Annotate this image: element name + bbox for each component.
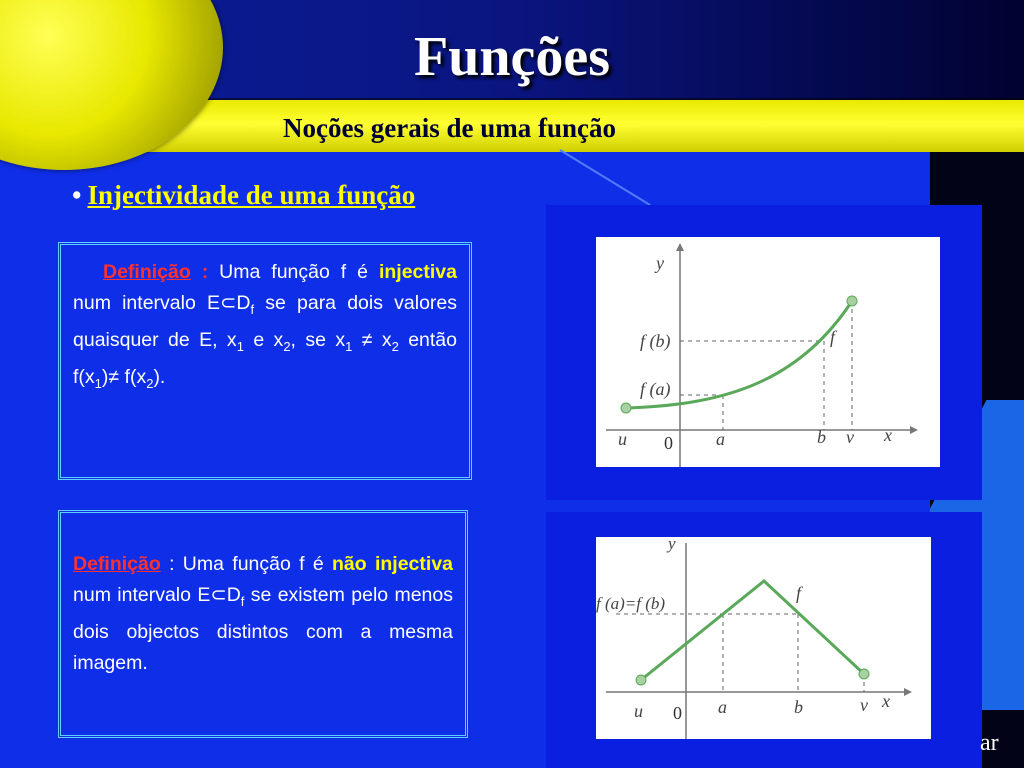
label-b: b bbox=[794, 697, 803, 717]
label-a: a bbox=[716, 429, 725, 449]
y-axis-arrow bbox=[676, 243, 684, 251]
section-link-injectividade[interactable]: Injectividade de uma função bbox=[87, 180, 416, 210]
label-y: y bbox=[656, 253, 664, 273]
graph-injective-svg bbox=[596, 237, 940, 467]
label-u: u bbox=[618, 429, 627, 449]
definition-text-injective: Definição : Uma função f é injectiva num intervalo $E\subset D_f$ se para dois valores quaisquer de E, $x_1$ e $x_2$, se $x_1 \ne x_2$ então $f(x_1)\ne f(x_2)$. bbox=[73, 261, 458, 391]
keyword-injectiva: injectiva bbox=[378, 261, 457, 283]
section-heading bbox=[72, 180, 415, 211]
label-y: y bbox=[668, 537, 676, 553]
label-x: x bbox=[882, 691, 890, 711]
label-b: b bbox=[817, 427, 826, 447]
label-f: f bbox=[830, 327, 836, 347]
definition-box-injective bbox=[58, 242, 472, 480]
label-v: v bbox=[860, 695, 868, 715]
keyword-nao-injectiva: não injectiva bbox=[332, 553, 454, 575]
graph-not-injective bbox=[596, 537, 931, 739]
definition-label: Definição bbox=[73, 553, 161, 575]
label-zero: 0 bbox=[664, 433, 673, 453]
label-fab: f (a)=f (b) bbox=[596, 594, 666, 613]
label-fb: f (b) bbox=[640, 331, 671, 351]
page-subtitle: Noções gerais de uma função bbox=[283, 113, 616, 143]
endpoint-v bbox=[847, 296, 857, 306]
label-f: f bbox=[796, 583, 802, 603]
label-u: u bbox=[634, 701, 643, 721]
endpoint-v bbox=[859, 669, 869, 679]
endpoint-u bbox=[636, 675, 646, 685]
partial-nav-label[interactable]: ar bbox=[980, 730, 999, 756]
x-axis-arrow bbox=[904, 688, 912, 696]
label-v: v bbox=[846, 427, 854, 447]
graph-not-injective-svg bbox=[596, 537, 931, 739]
x-axis-arrow bbox=[910, 426, 918, 434]
label-zero: 0 bbox=[673, 703, 682, 723]
definition-label: Definição bbox=[103, 261, 191, 283]
graph-injective bbox=[596, 237, 940, 467]
endpoint-u bbox=[621, 403, 631, 413]
curve-f bbox=[641, 581, 864, 680]
page-title: Funções bbox=[414, 26, 610, 88]
label-fa: f (a) bbox=[640, 379, 671, 399]
label-x: x bbox=[884, 425, 892, 445]
bullet: • bbox=[72, 180, 82, 210]
definition-box-not-injective bbox=[58, 510, 468, 738]
definition-text-not-injective: Definição : Uma função f é não injectiva num intervalo $E\subset D_f$ se existem pelo menos dois objectos distintos com a mesma imagem. bbox=[73, 553, 454, 674]
label-a: a bbox=[718, 697, 727, 717]
